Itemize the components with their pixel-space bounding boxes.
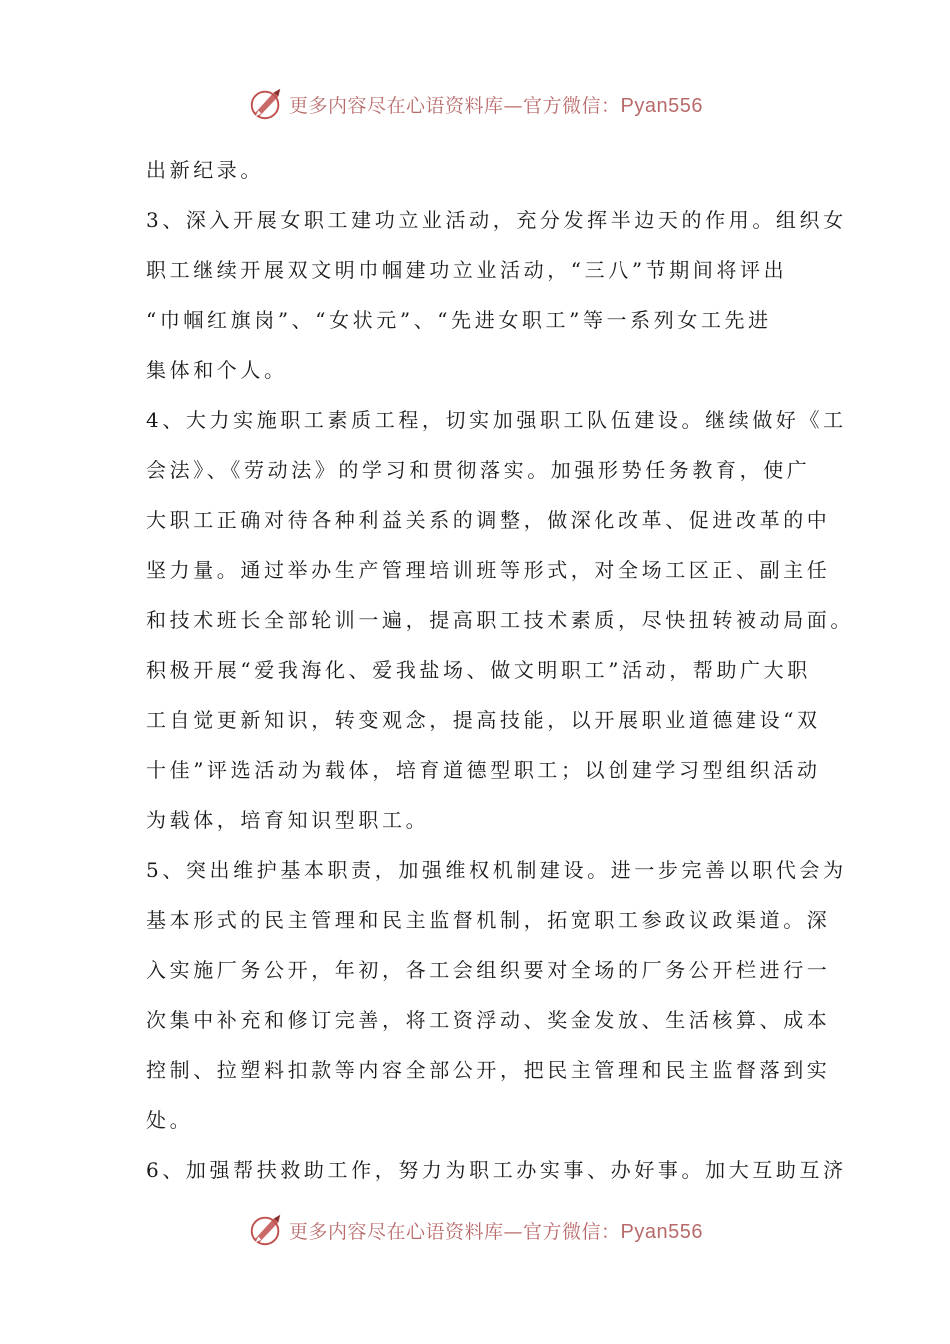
text-line: 3、深入开展女职工建功立业活动，充分发挥半边天的作用。组织女 — [146, 208, 847, 232]
text-line: 大职工正确对待各种利益关系的调整，做深化改革、促进改革的中 — [146, 508, 831, 532]
header-watermark — [0, 82, 950, 126]
text-line: 为载体，培育知识型职工。 — [146, 808, 430, 832]
document-body — [146, 150, 854, 1200]
watermark-text: 更多内容尽在心语资料库—官方微信： — [289, 1220, 621, 1243]
text-line: 基本形式的民主管理和民主监督机制，拓宽职工参政议政渠道。深 — [146, 908, 831, 932]
text-line: 十佳”评选活动为载体，培育道德型职工；以创建学习型组织活动 — [146, 758, 821, 782]
wechat-id: Pyan556 — [620, 1220, 703, 1243]
text-line: 会法》、《劳动法》的学习和贯彻落实。加强形势任务教育，使广 — [146, 458, 811, 482]
pen-nib-logo-icon — [247, 1211, 285, 1249]
text-line: 和技术班长全部轮训一遍，提高职工技术素质，尽快扭转被动局面。 — [146, 608, 854, 632]
text-line: 职工继续开展双文明巾帼建功立业活动，“三八”节期间将评出 — [146, 258, 788, 282]
text-line: 工自觉更新知识，转变观念，提高技能，以开展职业道德建设“双 — [146, 708, 821, 732]
text-line: 次集中补充和修订完善，将工资浮动、奖金发放、生活核算、成本 — [146, 1008, 831, 1032]
text-line: 处。 — [146, 1108, 194, 1132]
text-line: 5、突出维护基本职责，加强维权机制建设。进一步完善以职代会为 — [146, 858, 847, 882]
text-line: 控制、拉塑料扣款等内容全部公开，把民主管理和民主监督落到实 — [146, 1058, 831, 1082]
pen-nib-logo-icon — [247, 85, 285, 123]
watermark-text: 更多内容尽在心语资料库—官方微信： — [289, 94, 621, 117]
footer-watermark — [0, 1208, 950, 1252]
text-line: 4、大力实施职工素质工程，切实加强职工队伍建设。继续做好《工 — [146, 408, 847, 432]
text-line: 积极开展“爱我海化、爱我盐场、做文明职工”活动，帮助广大职 — [146, 658, 811, 682]
text-line: 坚力量。通过举办生产管理培训班等形式，对全场工区正、副主任 — [146, 558, 831, 582]
text-line: “巾帼红旗岗”、“女状元”、“先进女职工”等一系列女工先进 — [146, 308, 772, 332]
wechat-id: Pyan556 — [620, 94, 703, 117]
text-line: 出新纪录。 — [146, 158, 264, 182]
text-line: 入实施厂务公开，年初，各工会组织要对全场的厂务公开栏进行一 — [146, 958, 831, 982]
text-line: 6、加强帮扶救助工作，努力为职工办实事、办好事。加大互助互济 — [146, 1158, 847, 1182]
text-line: 集体和个人。 — [146, 358, 288, 382]
